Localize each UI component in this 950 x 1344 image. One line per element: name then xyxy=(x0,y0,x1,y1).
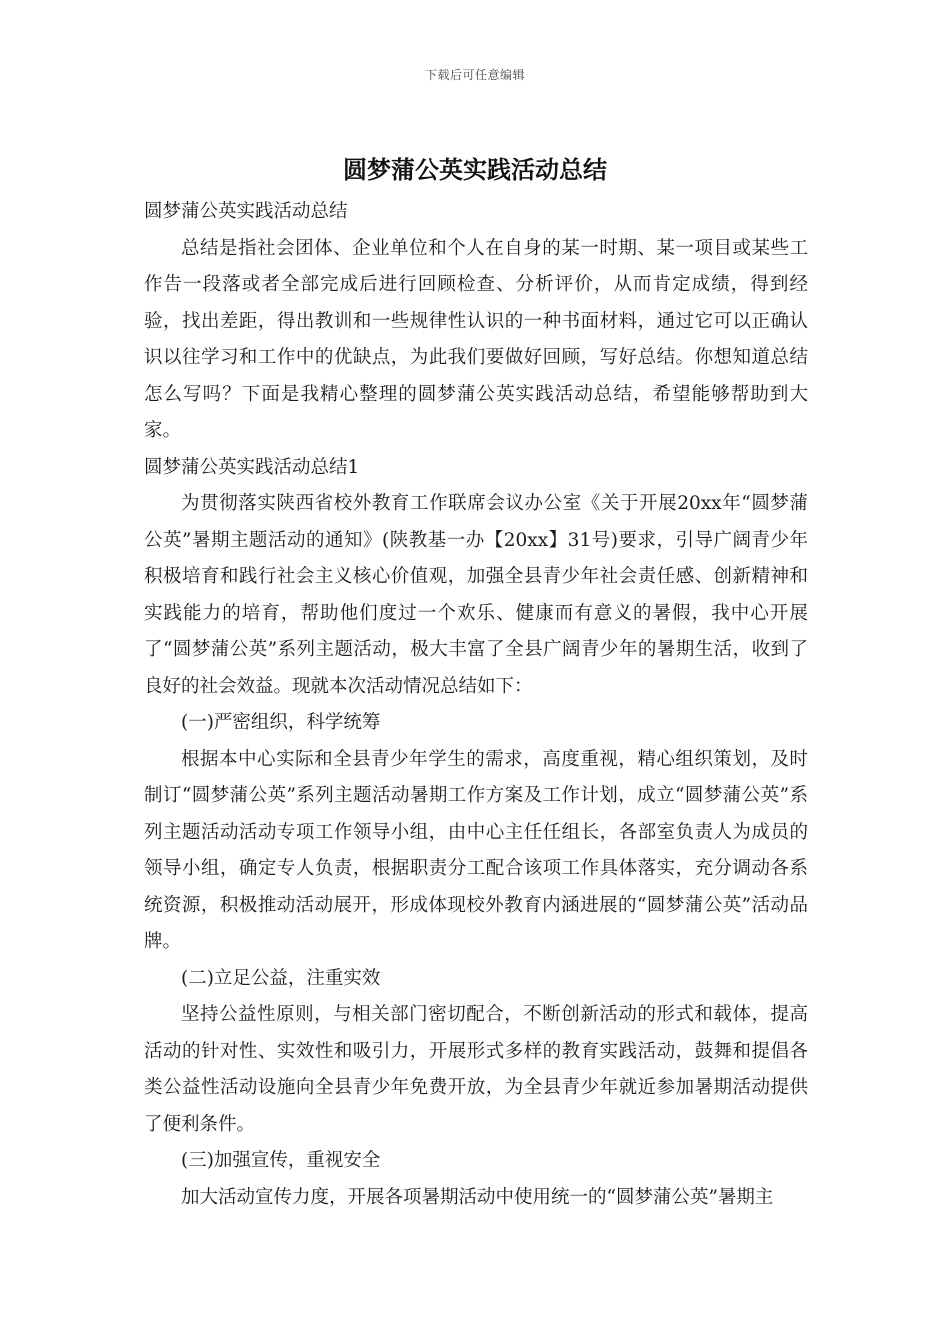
document-title: 圆梦蒲公英实践活动总结 xyxy=(343,156,607,184)
body-paragraph: 为贯彻落实陕西省校外教育工作联席会议办公室《关于开展20xx年“圆梦蒲公英”暑期主题活动的通知》(陕教基一办【20xx】31号)要求，引导广阔青少年积极培育和践行社会主义核心价值观，加强全县青少年社会责任感、创新精神和实践能力的培育，帮助他们度过一个欢乐、健康而有意义的暑假，我中心开展了“圆梦蒲公英”系列主题活动，极大丰富了全县广阔青少年的暑期生活，收到了良好的社会效益。现就本次活动情况总结如下： xyxy=(144,493,808,697)
document-body xyxy=(144,194,808,1216)
intro-paragraph: 总结是指社会团体、企业单位和个人在自身的某一时期、某一项目或某些工作告一段落或者全部完成后进行回顾检查、分析评价，从而肯定成绩，得到经验，找出差距，得出教训和一些规律性认识的一种书面材料，通过它可以正确认识以往学习和工作中的优缺点，为此我们要做好回顾，写好总结。你想知道总结怎么写吗？下面是我精心整理的圆梦蒲公英实践活动总结，希望能够帮助到大家。 xyxy=(144,237,808,441)
body-paragraph: 加大活动宣传力度，开展各项暑期活动中使用统一的“圆梦蒲公英”暑期主 xyxy=(181,1186,774,1208)
body-paragraph: 坚持公益性原则，与相关部门密切配合，不断创新活动的形式和载体，提高活动的针对性、实效性和吸引力，开展形式多样的教育实践活动，鼓舞和提倡各类公益性活动设施向全县青少年免费开放，为全县青少年就近参加暑期活动提供了便利条件。 xyxy=(144,1004,808,1135)
header-note: 下载后可任意编辑 xyxy=(424,68,525,82)
subsection-heading: (二)立足公益，注重实效 xyxy=(181,967,381,989)
subsection-heading: (一)严密组织，科学统筹 xyxy=(181,712,381,733)
subtitle-paragraph: 圆梦蒲公英实践活动总结 xyxy=(144,201,348,222)
body-paragraph: 根据本中心实际和全县青少年学生的需求，高度重视，精心组织策划，及时制订“圆梦蒲公英”系列主题活动暑期工作方案及工作计划，成立“圆梦蒲公英”系列主题活动活动专项工作领导小组，由中心主任任组长，各部室负责人为成员的领导小组，确定专人负责，根据职责分工配合该项工作具体落实，充分调动各系统资源，积极推动活动展开，形成体现校外教育内涵进展的“圆梦蒲公英”活动品牌。 xyxy=(144,748,808,952)
section-heading: 圆梦蒲公英实践活动总结1 xyxy=(144,456,360,478)
subsection-heading: (三)加强宣传，重视安全 xyxy=(181,1150,381,1171)
